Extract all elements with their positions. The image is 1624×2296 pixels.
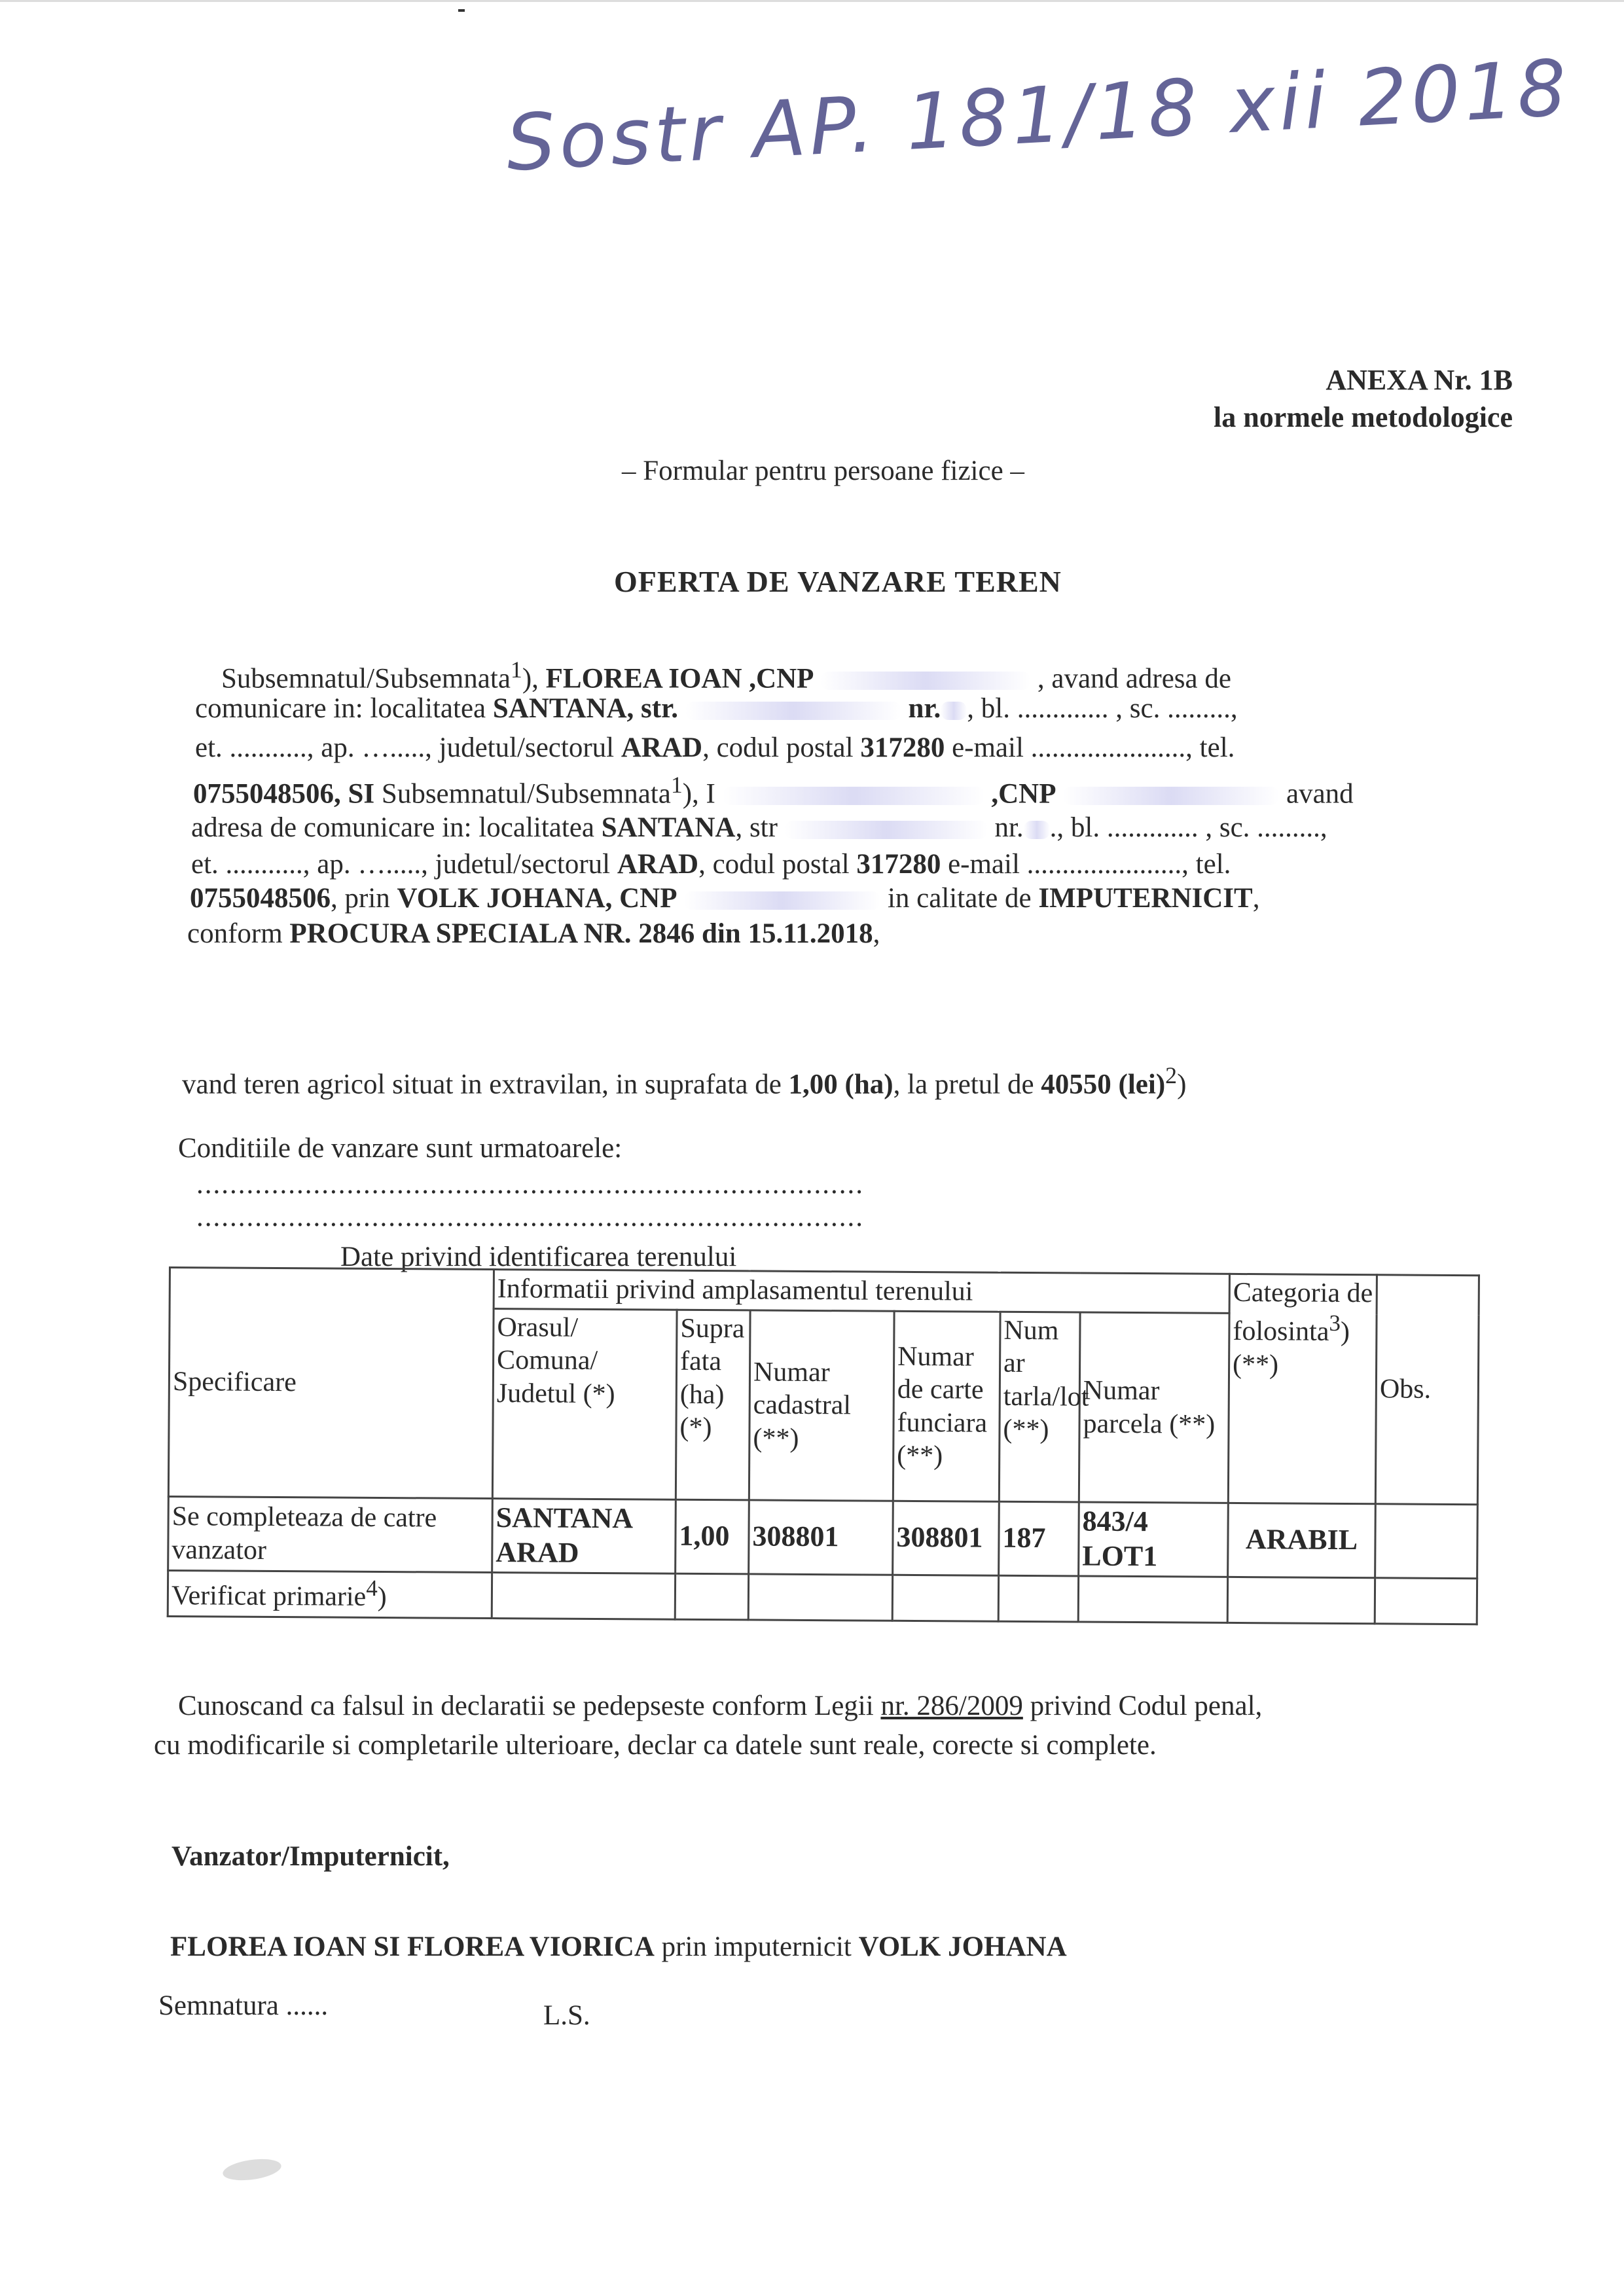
- row-label-vanzator: Se completeaza de catre vanzator: [168, 1497, 493, 1573]
- conditions-line-2: ................................................................................: [196, 1202, 864, 1232]
- declaration-line-4: 0755048506, SI Subsemnatul/Subsemnata$^1$), I ,CNP avand: [193, 772, 1354, 810]
- conditions-line-1: ................................................................................: [196, 1169, 864, 1200]
- page-top-edge: [0, 0, 1624, 2]
- redacted-street-2: [785, 821, 988, 839]
- cell-carte-funciara: 308801: [893, 1501, 1000, 1575]
- header-parcela: Numar parcela (**): [1079, 1312, 1229, 1503]
- cell-cadastral: 308801: [749, 1500, 893, 1575]
- redacted-street-1: [685, 702, 901, 720]
- seal-label: L.S.: [543, 2000, 590, 2031]
- cell-oras: SANTANA ARAD: [492, 1499, 676, 1573]
- header-tarla: Num ar tarla/lot (**): [999, 1312, 1080, 1502]
- header-obs: Obs.: [1375, 1275, 1479, 1505]
- redacted-cnp-2: [1063, 787, 1279, 805]
- declaration-line-1: Subsemnatul/Subsemnata$^1$), FLOREA IOAN ,CNP , avand adresa de: [221, 656, 1231, 694]
- document-title: OFERTA DE VANZARE TEREN: [614, 565, 1062, 598]
- penal-statement-line-2: cu modificarile si completarile ulterioare, declar ca datele sunt reale, corecte si complete.: [154, 1730, 1157, 1761]
- redacted-cnp-3: [684, 891, 880, 910]
- signature-names: FLOREA IOAN SI FLOREA VIORICA prin imputernicit VOLK JOHANA: [170, 1931, 1067, 1962]
- redacted-name-2: [723, 787, 984, 805]
- ink-smudge: [221, 2156, 282, 2183]
- header-cadastral: Numar cadastral (**): [749, 1310, 894, 1501]
- conditions-title: Conditiile de vanzare sunt urmatoarele:: [178, 1133, 623, 1164]
- redacted-number-1: [941, 702, 967, 720]
- sale-area: 1,00 (ha): [788, 1069, 893, 1100]
- declaration-line-7: 0755048506, prin VOLK JOHANA, CNP in calitate de IMPUTERNICIT,: [190, 883, 1260, 914]
- scan-mark: [458, 9, 465, 12]
- signature-field: Semnatura ......: [158, 1990, 329, 2021]
- handwritten-registration-note: Sostr AP. 181/18 xii 2018: [504, 42, 1573, 188]
- declaration-line-2: comunicare in: localitatea SANTANA, str. nr. , bl. ............. , sc. .........,: [195, 693, 1238, 724]
- header-specificare: Specificare: [168, 1268, 494, 1499]
- declaration-line-5: adresa de comunicare in: localitatea SANTANA, str nr. ., bl. ............. , sc. .........,: [191, 812, 1327, 843]
- header-group-location: Informatii privind amplasamentul terenului: [494, 1270, 1229, 1314]
- seller-name-1: FLOREA IOAN: [545, 663, 742, 694]
- cell-tarla: 187: [999, 1501, 1079, 1575]
- signature-role: Vanzator/Imputernicit,: [171, 1841, 450, 1872]
- land-identification-table: [167, 1266, 1480, 1625]
- table-row: [168, 1570, 1477, 1624]
- redacted-cnp-1: [821, 672, 1030, 690]
- annex-title: ANEXA Nr. 1B: [1326, 364, 1513, 396]
- header-categoria: Categoria de folosinta$^3$) (**): [1228, 1274, 1377, 1503]
- header-suprafata: Supra fata (ha) (*): [676, 1310, 750, 1500]
- header-carte-funciara: Numar de carte funciara (**): [893, 1311, 1000, 1501]
- table-row: [168, 1497, 1478, 1579]
- power-of-attorney: PROCURA SPECIALA NR. 2846 din 15.11.2018: [289, 918, 873, 949]
- penal-statement-line-1: Cunoscand ca falsul in declaratii se pedepseste conform Legii nr. 286/2009 privind Codul penal,: [178, 1691, 1263, 1721]
- sale-price: 40550 (lei): [1041, 1069, 1166, 1100]
- table-title: Date privind identificarea terenului: [340, 1242, 737, 1272]
- row-label-primarie: Verificat primarie$^4$): [168, 1570, 492, 1618]
- declaration-line-8: conform PROCURA SPECIALA NR. 2846 din 15.11.2018,: [187, 918, 880, 949]
- law-reference: nr. 286/2009: [880, 1691, 1023, 1721]
- declaration-line-6: et. ..........., ap. …....., judetul/sectorul ARAD, codul postal 317280 e-mail ......................, tel.: [191, 849, 1231, 880]
- cell-obs: [1375, 1504, 1478, 1579]
- annex-subtitle: la normele metodologice: [1214, 401, 1513, 433]
- cell-categoria: ARABIL: [1228, 1503, 1376, 1577]
- header-oras: Orasul/ Comuna/ Judetul (*): [492, 1309, 677, 1500]
- form-type: – Formular pentru persoane fizice –: [622, 456, 1024, 486]
- cell-parcela: 843/4 LOT1: [1079, 1502, 1229, 1577]
- cell-suprafata: 1,00: [676, 1499, 749, 1573]
- declaration-line-3: et. ..........., ap. …....., judetul/sectorul ARAD, codul postal 317280 e-mail ......................, tel.: [195, 732, 1235, 763]
- agent-name: VOLK JOHANA, CNP: [397, 883, 677, 914]
- redacted-number-2: [1024, 821, 1050, 839]
- sale-statement: vand teren agricol situat in extravilan, in suprafata de 1,00 (ha), la pretul de 40550 (lei)$^2$): [182, 1062, 1187, 1100]
